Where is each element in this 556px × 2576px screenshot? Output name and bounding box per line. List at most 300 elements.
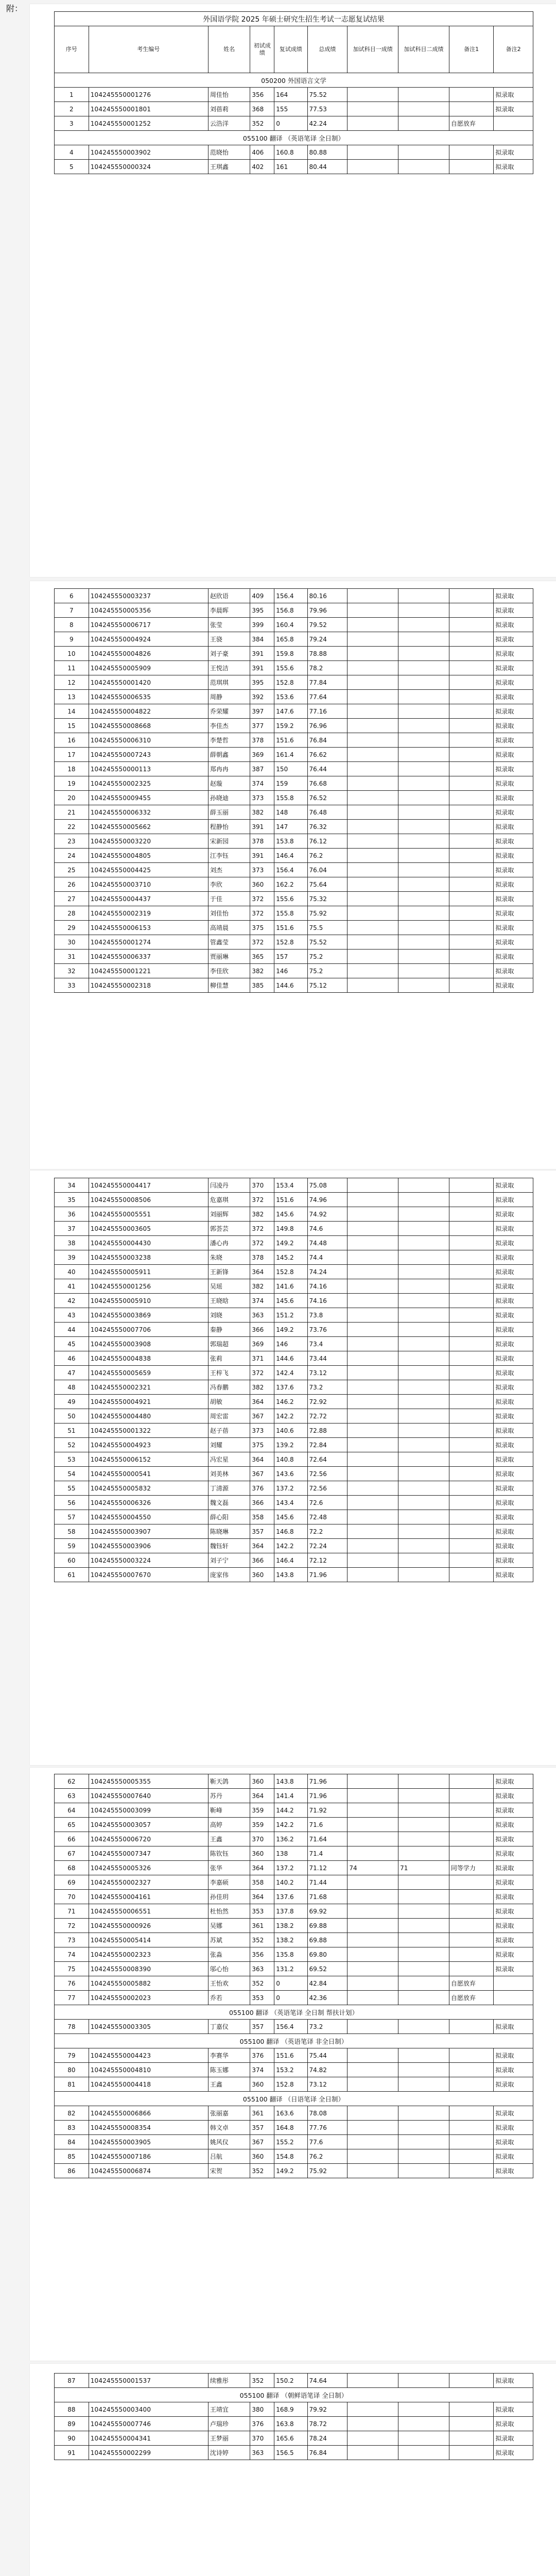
extra-score-1-cell [348, 1222, 398, 1236]
exam-id-cell: 104245550008506 [89, 1193, 208, 1207]
extra-score-2-cell [398, 1904, 449, 1919]
exam-id-cell: 104245550003908 [89, 1337, 208, 1351]
retest-score-cell: 162.2 [274, 877, 307, 892]
total-score-cell: 76.62 [307, 748, 348, 762]
note-2-cell: 拟录取 [494, 1481, 533, 1496]
extra-score-2-cell [398, 1438, 449, 1452]
extra-score-2-cell [398, 2374, 449, 2388]
name-cell: 王梓飞 [208, 1366, 250, 1380]
note-1-cell [449, 1308, 493, 1323]
note-2-cell: 拟录取 [494, 964, 533, 978]
extra-score-1-cell [348, 1818, 398, 1832]
extra-score-2-cell [398, 1510, 449, 1524]
total-score-cell: 74.4 [307, 1250, 348, 1265]
note-1-cell [449, 1452, 493, 1467]
seq-cell: 80 [55, 2063, 89, 2077]
extra-score-1-cell [348, 647, 398, 661]
name-cell: 范琪琪 [208, 675, 250, 690]
note-2-cell: 拟录取 [494, 1510, 533, 1524]
name-cell: 刘佳怡 [208, 906, 250, 921]
exam-id-cell: 104245550002318 [89, 978, 208, 993]
table-row [55, 2149, 533, 2164]
extra-score-2-cell [398, 1991, 449, 2005]
prelim-score-cell: 366 [250, 1323, 274, 1337]
table-row [55, 1789, 533, 1803]
extra-score-2-cell [398, 618, 449, 632]
total-score-cell: 73.44 [307, 1351, 348, 1366]
prelim-score-cell: 356 [250, 88, 274, 102]
name-cell: 贾丽琳 [208, 950, 250, 964]
name-cell: 王鑫 [208, 1832, 250, 1846]
table-row [55, 849, 533, 863]
extra-score-1-cell [348, 704, 398, 719]
note-2-cell [494, 116, 533, 131]
extra-score-1-cell [348, 2417, 398, 2431]
exam-id-cell: 104245550002325 [89, 776, 208, 791]
seq-cell: 37 [55, 1222, 89, 1236]
name-cell: 郭荟芸 [208, 1222, 250, 1236]
note-2-cell: 拟录取 [494, 2446, 533, 2460]
table-row [55, 2417, 533, 2431]
name-cell: 乔若 [208, 1991, 250, 2005]
retest-score-cell: 150.2 [274, 2374, 307, 2388]
name-cell: 张莹 [208, 618, 250, 632]
table-row [55, 1351, 533, 1366]
extra-score-2-cell [398, 589, 449, 603]
page-sheet [30, 2364, 556, 2576]
total-score-cell: 74.96 [307, 1193, 348, 1207]
seq-cell: 43 [55, 1308, 89, 1323]
name-cell: 刘丽辉 [208, 1207, 250, 1222]
note-2-cell: 拟录取 [494, 820, 533, 834]
extra-score-2-cell [398, 1568, 449, 1582]
extra-score-2-cell [398, 776, 449, 791]
note-2-cell: 拟录取 [494, 2417, 533, 2431]
table-row [55, 2106, 533, 2121]
retest-score-cell: 150 [274, 762, 307, 776]
note-1-cell [449, 661, 493, 675]
retest-score-cell: 143.4 [274, 1496, 307, 1510]
name-cell: 闫凌丹 [208, 1178, 250, 1193]
exam-id-cell: 104245550005662 [89, 820, 208, 834]
seq-cell: 55 [55, 1481, 89, 1496]
name-cell: 李佳杰 [208, 719, 250, 733]
seq-cell: 71 [55, 1904, 89, 1919]
seq-cell: 34 [55, 1178, 89, 1193]
seq-cell: 18 [55, 762, 89, 776]
note-1-cell [449, 1279, 493, 1294]
exam-id-cell: 104245550004550 [89, 1510, 208, 1524]
extra-score-2-cell [398, 1178, 449, 1193]
exam-id-cell: 104245550006720 [89, 1832, 208, 1846]
retest-score-cell: 168.9 [274, 2402, 307, 2417]
extra-score-1-cell [348, 1933, 398, 1947]
note-2-cell: 拟录取 [494, 1178, 533, 1193]
total-score-cell: 80.88 [307, 145, 348, 160]
note-1-cell [449, 589, 493, 603]
seq-cell: 46 [55, 1351, 89, 1366]
table-row [55, 2048, 533, 2063]
retest-score-cell: 156.4 [274, 2020, 307, 2034]
extra-score-2-cell [398, 1933, 449, 1947]
extra-score-2-cell [398, 704, 449, 719]
note-1-cell [449, 1323, 493, 1337]
extra-score-2-cell [398, 863, 449, 877]
extra-score-2-cell [398, 647, 449, 661]
extra-score-2-cell [398, 1452, 449, 1467]
total-score-cell: 76.12 [307, 834, 348, 849]
prelim-score-cell: 375 [250, 921, 274, 935]
seq-cell: 39 [55, 1250, 89, 1265]
seq-cell: 19 [55, 776, 89, 791]
name-cell: 王骁 [208, 632, 250, 647]
name-cell: 李嘉硕 [208, 1875, 250, 1890]
extra-score-2-cell [398, 145, 449, 160]
extra-score-1-cell [348, 1803, 398, 1818]
retest-score-cell: 164.8 [274, 2121, 307, 2135]
note-2-cell: 拟录取 [494, 1337, 533, 1351]
note-2-cell: 拟录取 [494, 1207, 533, 1222]
note-2-cell: 拟录取 [494, 2106, 533, 2121]
seq-cell: 25 [55, 863, 89, 877]
note-2-cell: 拟录取 [494, 1423, 533, 1438]
extra-score-1-cell [348, 805, 398, 820]
table-row [55, 1193, 533, 1207]
note-2-cell: 拟录取 [494, 1380, 533, 1395]
extra-score-1-cell [348, 1789, 398, 1803]
extra-score-1-cell [348, 1553, 398, 1568]
prelim-score-cell: 385 [250, 978, 274, 993]
exam-id-cell: 104245550006310 [89, 733, 208, 748]
name-cell: 程静怡 [208, 820, 250, 834]
seq-cell: 60 [55, 1553, 89, 1568]
seq-cell: 86 [55, 2164, 89, 2178]
exam-id-cell: 104245550001276 [89, 88, 208, 102]
exam-id-cell: 104245550005551 [89, 1207, 208, 1222]
note-1-cell [449, 1524, 493, 1539]
note-2-cell: 拟录取 [494, 1409, 533, 1423]
note-1-cell [449, 1818, 493, 1832]
page-sheet [30, 581, 556, 1169]
prelim-score-cell: 380 [250, 2402, 274, 2417]
table-row [55, 2431, 533, 2446]
extra-score-1-cell [348, 791, 398, 805]
extra-score-2-cell [398, 102, 449, 116]
header-row [55, 26, 533, 73]
extra-score-1-cell [348, 1568, 398, 1582]
note-2-cell: 拟录取 [494, 1467, 533, 1481]
total-score-cell: 71.12 [307, 1861, 348, 1875]
note-1-cell [449, 719, 493, 733]
retest-score-cell: 151.6 [274, 1193, 307, 1207]
prelim-score-cell: 360 [250, 1568, 274, 1582]
column-header: 初试成绩 [250, 26, 274, 73]
extra-score-1-cell [348, 160, 398, 174]
total-score-cell: 78.72 [307, 2417, 348, 2431]
note-1-cell [449, 1539, 493, 1553]
prelim-score-cell: 384 [250, 632, 274, 647]
retest-score-cell: 137.2 [274, 1481, 307, 1496]
extra-score-1-cell [348, 675, 398, 690]
note-2-cell: 拟录取 [494, 719, 533, 733]
name-cell: 李晨晖 [208, 603, 250, 618]
extra-score-1-cell [348, 661, 398, 675]
total-score-cell: 79.96 [307, 603, 348, 618]
note-1-cell [449, 1222, 493, 1236]
extra-score-2-cell [398, 2417, 449, 2431]
name-cell: 刘子宁 [208, 1553, 250, 1568]
extra-score-2-cell [398, 1496, 449, 1510]
extra-score-2-cell [398, 1250, 449, 1265]
seq-cell: 47 [55, 1366, 89, 1380]
exam-id-cell: 104245550003907 [89, 1524, 208, 1539]
extra-score-2-cell [398, 1875, 449, 1890]
extra-score-1-cell [348, 1452, 398, 1467]
note-2-cell: 拟录取 [494, 1250, 533, 1265]
name-cell: 靳天鸽 [208, 1774, 250, 1789]
total-score-cell: 74.48 [307, 1236, 348, 1250]
note-2-cell: 拟录取 [494, 1395, 533, 1409]
name-cell: 张淼 [208, 1947, 250, 1962]
note-1-cell [449, 1250, 493, 1265]
column-header: 备注1 [449, 26, 493, 73]
note-1-cell [449, 1919, 493, 1933]
name-cell: 宋新园 [208, 834, 250, 849]
note-1-cell [449, 2164, 493, 2178]
exam-id-cell: 104245550004480 [89, 1409, 208, 1423]
seq-cell: 4 [55, 145, 89, 160]
name-cell: 王鑫 [208, 2077, 250, 2092]
table-row [55, 877, 533, 892]
table-row [55, 632, 533, 647]
exam-id-cell: 104245550006326 [89, 1496, 208, 1510]
extra-score-1-cell [348, 1279, 398, 1294]
seq-cell: 66 [55, 1832, 89, 1846]
name-cell: 周宏雷 [208, 1409, 250, 1423]
retest-score-cell: 142.4 [274, 1366, 307, 1380]
extra-score-2-cell [398, 877, 449, 892]
extra-score-2-cell [398, 1308, 449, 1323]
exam-id-cell: 104245550003057 [89, 1818, 208, 1832]
page-sheet [30, 4, 556, 577]
seq-cell: 56 [55, 1496, 89, 1510]
extra-score-1-cell [348, 849, 398, 863]
retest-score-cell: 153.2 [274, 2063, 307, 2077]
seq-cell: 45 [55, 1337, 89, 1351]
name-cell: 刘子豪 [208, 647, 250, 661]
name-cell: 孙晓迪 [208, 791, 250, 805]
total-score-cell: 69.92 [307, 1904, 348, 1919]
note-1-cell [449, 603, 493, 618]
name-cell: 范晓怡 [208, 145, 250, 160]
seq-cell: 89 [55, 2417, 89, 2431]
prelim-score-cell: 359 [250, 1818, 274, 1832]
prelim-score-cell: 378 [250, 733, 274, 748]
total-score-cell: 42.24 [307, 116, 348, 131]
results-table [54, 11, 533, 174]
table-row [55, 1904, 533, 1919]
note-2-cell: 拟录取 [494, 892, 533, 906]
seq-cell: 22 [55, 820, 89, 834]
extra-score-2-cell [398, 2077, 449, 2092]
note-1-cell: 同等学力 [449, 1861, 493, 1875]
retest-score-cell: 145.2 [274, 1250, 307, 1265]
extra-score-2-cell [398, 2020, 449, 2034]
note-2-cell: 拟录取 [494, 1568, 533, 1582]
name-cell: 秦静 [208, 1323, 250, 1337]
name-cell: 韩文卓 [208, 2121, 250, 2135]
retest-score-cell: 151.2 [274, 1308, 307, 1323]
note-2-cell: 拟录取 [494, 1832, 533, 1846]
table-row [55, 603, 533, 618]
exam-id-cell: 104245550004417 [89, 1178, 208, 1193]
column-header: 备注2 [494, 26, 533, 73]
prelim-score-cell: 402 [250, 160, 274, 174]
name-cell: 王新锋 [208, 1265, 250, 1279]
total-score-cell: 74.64 [307, 2374, 348, 2388]
note-2-cell: 拟录取 [494, 2048, 533, 2063]
seq-cell: 85 [55, 2149, 89, 2164]
note-2-cell: 拟录取 [494, 762, 533, 776]
total-score-cell: 71.64 [307, 1832, 348, 1846]
exam-id-cell: 104245550005355 [89, 1774, 208, 1789]
retest-score-cell: 156.4 [274, 589, 307, 603]
total-score-cell: 75.5 [307, 921, 348, 935]
exam-id-cell: 104245550004425 [89, 863, 208, 877]
total-score-cell: 77.6 [307, 2135, 348, 2149]
name-cell: 邬心怡 [208, 1962, 250, 1976]
prelim-score-cell: 359 [250, 1803, 274, 1818]
note-1-cell [449, 1294, 493, 1308]
extra-score-2-cell [398, 820, 449, 834]
total-score-cell: 77.84 [307, 675, 348, 690]
extra-score-1-cell [348, 116, 398, 131]
table-row [55, 88, 533, 102]
name-cell: 陈玉娜 [208, 2063, 250, 2077]
table-row [55, 1861, 533, 1875]
extra-score-1-cell [348, 1178, 398, 1193]
extra-score-1-cell [348, 921, 398, 935]
retest-score-cell: 137.2 [274, 1861, 307, 1875]
extra-score-1-cell [348, 935, 398, 950]
extra-score-2-cell [398, 632, 449, 647]
retest-score-cell: 161.4 [274, 748, 307, 762]
seq-cell: 15 [55, 719, 89, 733]
note-1-cell [449, 1481, 493, 1496]
prelim-score-cell: 374 [250, 776, 274, 791]
note-2-cell: 拟录取 [494, 1193, 533, 1207]
note-2-cell: 拟录取 [494, 733, 533, 748]
note-1-cell [449, 834, 493, 849]
table-row [55, 921, 533, 935]
seq-cell: 90 [55, 2431, 89, 2446]
extra-score-1-cell [348, 906, 398, 921]
retest-score-cell: 136.2 [274, 1832, 307, 1846]
seq-cell: 84 [55, 2135, 89, 2149]
table-row [55, 1481, 533, 1496]
retest-score-cell: 145.6 [274, 1510, 307, 1524]
extra-score-2-cell [398, 1890, 449, 1904]
extra-score-2-cell [398, 1553, 449, 1568]
retest-score-cell: 143.6 [274, 1467, 307, 1481]
note-1-cell: 自愿放弃 [449, 116, 493, 131]
retest-score-cell: 143.8 [274, 1568, 307, 1582]
table-row [55, 820, 533, 834]
exam-id-cell: 104245550006153 [89, 921, 208, 935]
seq-cell: 49 [55, 1395, 89, 1409]
exam-id-cell: 104245550003869 [89, 1308, 208, 1323]
total-score-cell: 73.12 [307, 1366, 348, 1380]
retest-score-cell: 149.2 [274, 1323, 307, 1337]
extra-score-2-cell [398, 603, 449, 618]
extra-score-1-cell [348, 1438, 398, 1452]
name-cell: 薛朝鑫 [208, 748, 250, 762]
name-cell: 李楚哲 [208, 733, 250, 748]
extra-score-2-cell [398, 2446, 449, 2460]
note-2-cell: 拟录取 [494, 1861, 533, 1875]
extra-score-1-cell [348, 1323, 398, 1337]
exam-id-cell: 104245550003906 [89, 1539, 208, 1553]
table-row [55, 160, 533, 174]
note-1-cell [449, 2402, 493, 2417]
extra-score-1-cell [348, 1366, 398, 1380]
note-2-cell: 拟录取 [494, 950, 533, 964]
table-row [55, 1803, 533, 1818]
name-cell: 云浩洋 [208, 116, 250, 131]
extra-score-2-cell [398, 1846, 449, 1861]
total-score-cell: 73.4 [307, 1337, 348, 1351]
seq-cell: 14 [55, 704, 89, 719]
prelim-score-cell: 369 [250, 748, 274, 762]
note-2-cell: 拟录取 [494, 863, 533, 877]
name-cell: 刘晓 [208, 1308, 250, 1323]
seq-cell: 88 [55, 2402, 89, 2417]
seq-cell: 27 [55, 892, 89, 906]
note-1-cell [449, 1774, 493, 1789]
table-row [55, 1933, 533, 1947]
extra-score-1-cell [348, 2135, 398, 2149]
exam-id-cell: 104245550003099 [89, 1803, 208, 1818]
extra-score-2-cell [398, 88, 449, 102]
note-2-cell: 拟录取 [494, 748, 533, 762]
prelim-score-cell: 352 [250, 2374, 274, 2388]
extra-score-2-cell [398, 2135, 449, 2149]
name-cell: 吴娜 [208, 1919, 250, 1933]
exam-id-cell: 104245550007746 [89, 2417, 208, 2431]
extra-score-1-cell [348, 589, 398, 603]
prelim-score-cell: 352 [250, 1933, 274, 1947]
exam-id-cell: 104245550003710 [89, 877, 208, 892]
name-cell: 李佳欣 [208, 964, 250, 978]
seq-cell: 78 [55, 2020, 89, 2034]
retest-score-cell: 140.8 [274, 1452, 307, 1467]
retest-score-cell: 137.6 [274, 1890, 307, 1904]
name-cell: 薛玉丽 [208, 805, 250, 820]
section-row [55, 2005, 533, 2020]
total-score-cell: 77.53 [307, 102, 348, 116]
table-row [55, 1467, 533, 1481]
extra-score-2-cell [398, 2048, 449, 2063]
note-2-cell: 拟录取 [494, 1236, 533, 1250]
note-1-cell: 自愿放弃 [449, 1991, 493, 2005]
table-row [55, 1919, 533, 1933]
seq-cell: 59 [55, 1539, 89, 1553]
extra-score-2-cell [398, 1380, 449, 1395]
retest-score-cell: 142.2 [274, 1818, 307, 1832]
exam-id-cell: 104245550003905 [89, 2135, 208, 2149]
name-cell: 姚风仪 [208, 2135, 250, 2149]
extra-score-2-cell [398, 935, 449, 950]
